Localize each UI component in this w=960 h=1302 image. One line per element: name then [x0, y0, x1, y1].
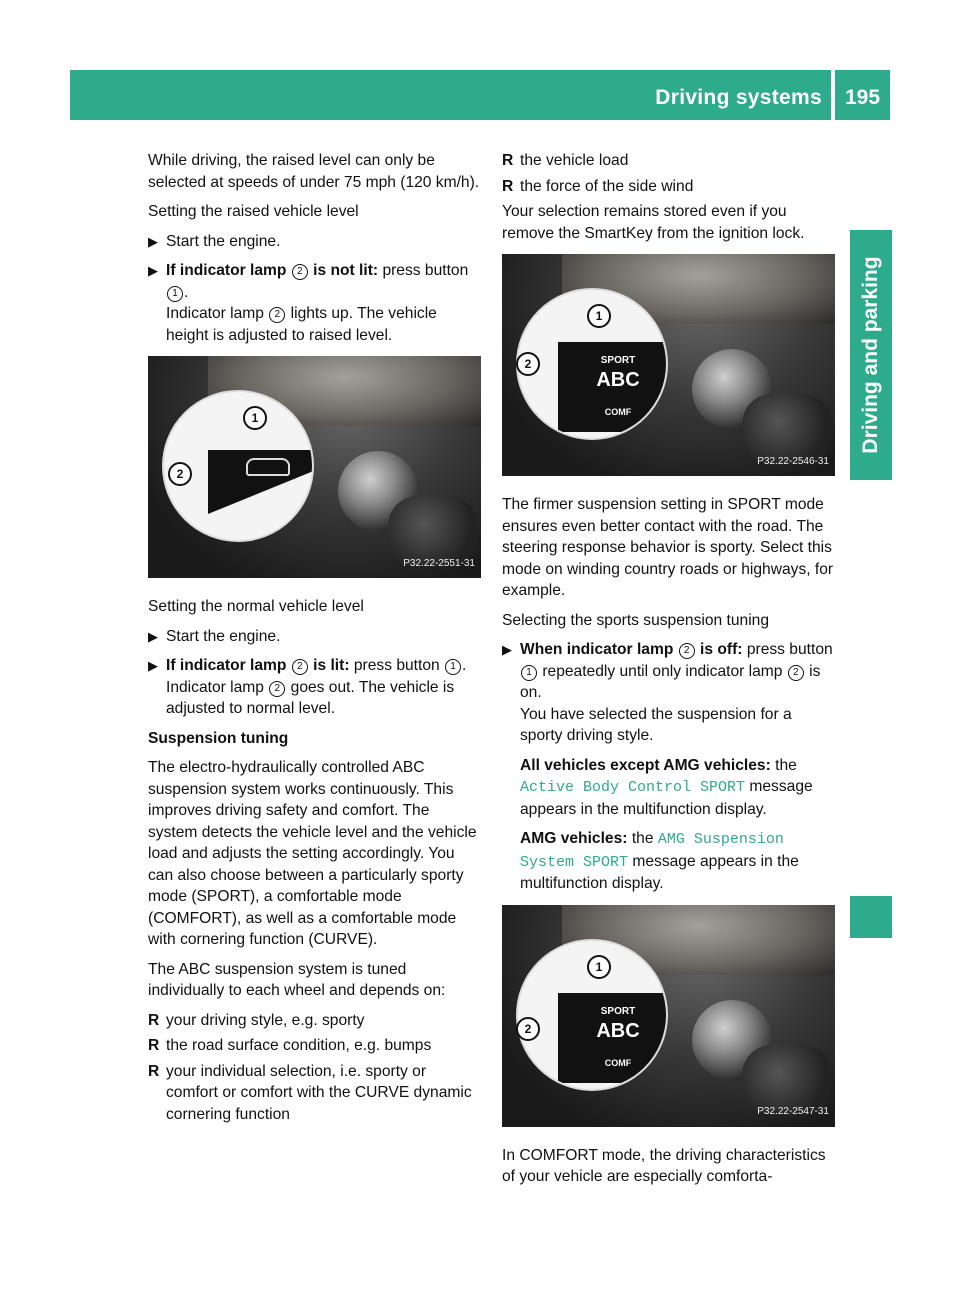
display-panel: SPORT ABC COMF [558, 993, 668, 1083]
callout-1-icon: 1 [445, 659, 461, 675]
callout-2-icon: 2 [516, 352, 540, 376]
callout-2-icon: 2 [269, 307, 285, 323]
intro-paragraph: While driving, the raised level can only be selected at speeds of under 75 mph (120 km/h). [148, 152, 480, 191]
amg-vehicles-note: AMG vehicles: the AMG Suspension System SPORT message appears in the multifunction display. [520, 830, 799, 892]
figure-raised-level [148, 356, 481, 578]
suspension-paragraph: The electro-hydraulically controlled ABC suspension system works continuously. This improves driving safety and comfort. The system detects the vehicle level and the vehicle load and adjusts the setting accordingly. You can also choose between a particularly sporty mode (SPORT), a comfortable mode (COMFORT), as well as a comfortable mode with cornering function (CURVE). [148, 759, 477, 948]
step-arrow-icon: ▶ [148, 658, 158, 673]
list-item: R your driving style, e.g. sporty [148, 1011, 365, 1029]
figure-sport-2547 [502, 905, 835, 1127]
callout-2-icon: 2 [788, 665, 804, 681]
sport-paragraph: The firmer suspension setting in SPORT mode ensures even better contact with the road. The steering response behavior is sporty. Select this mode on winding country roads or highways, for example. [502, 496, 834, 599]
raised-level-title: Setting the raised vehicle level [148, 203, 359, 220]
display-panel: SPORT ABC COMF [558, 342, 668, 432]
callout-1-icon: 1 [521, 665, 537, 681]
raised-step-start: ▶ Start the engine. [148, 231, 481, 253]
callout-2-icon: 2 [168, 462, 192, 486]
figure-sport-2546 [502, 254, 835, 476]
callout-1-icon: 1 [243, 406, 267, 430]
section-title: Driving systems [655, 86, 822, 109]
callout-1-icon: 1 [167, 286, 183, 302]
callout-1-icon: 1 [587, 304, 611, 328]
display-message: AMG Suspension System SPORT [520, 831, 784, 871]
sport-step-press: ▶ When indicator lamp 2 is off: press button 1 repeatedly until only indicator lamp 2 is on. You have selected the suspension for a sporty driving style. [502, 641, 833, 744]
callout-2-icon: 2 [292, 264, 308, 280]
suspension-depends-paragraph: The ABC suspension system is tuned individually to each wheel and depends on: [148, 960, 446, 999]
stored-paragraph: Your selection remains stored even if you remove the SmartKey from the ignition lock. [502, 203, 805, 242]
step-arrow-icon: ▶ [502, 642, 512, 657]
comfort-paragraph: In COMFORT mode, the driving characteristics of your vehicle are especially comforta- [502, 1146, 826, 1185]
chapter-tab-label: Driving and parking [859, 256, 882, 454]
normal-step-press: ▶ If indicator lamp 2 is lit: press button 1 . Indicator lamp 2 goes out. The vehicle is adjusted to normal level. [148, 657, 467, 717]
display-message: Active Body Control SPORT [520, 779, 746, 796]
figure-code: P32.22-2546-31 [757, 455, 829, 467]
left-column [148, 150, 481, 1129]
list-item: R the road surface condition, e.g. bumps [148, 1037, 432, 1054]
list-item: R your individual selection, i.e. sporty or comfort or comfort with the CURVE dynamic cornering function [148, 1062, 472, 1123]
normal-level-title: Setting the normal vehicle level [148, 598, 364, 615]
callout-2-icon: 2 [516, 1017, 540, 1041]
page-number: 195 [844, 86, 881, 109]
list-item: R the vehicle load [502, 152, 629, 169]
suspension-heading: Suspension tuning [148, 729, 289, 747]
right-column [502, 150, 835, 1196]
step-arrow-icon: ▶ [148, 628, 158, 644]
callout-2-icon: 2 [292, 659, 308, 675]
list-item: R the force of the side wind [502, 177, 694, 195]
callout-2-icon: 2 [269, 681, 285, 697]
all-vehicles-note: All vehicles except AMG vehicles: the Active Body Control SPORT message appears in the multifunction display. [520, 756, 813, 818]
figure-code: P32.22-2547-31 [757, 1106, 829, 1117]
chapter-marker [850, 896, 892, 938]
step-arrow-icon: ▶ [148, 233, 158, 249]
step-arrow-icon: ▶ [148, 263, 158, 278]
callout-1-icon: 1 [587, 955, 611, 979]
callout-2-icon: 2 [679, 643, 695, 659]
raised-step-press: ▶ If indicator lamp 2 is not lit: press button 1 . Indicator lamp 2 lights up. The vehicle height is adjusted to raised level. [148, 262, 469, 344]
normal-step-start: ▶ Start the engine. [148, 626, 481, 648]
sport-title: Selecting the sports suspension tuning [502, 611, 769, 629]
figure-code: P32.22-2551-31 [403, 557, 475, 569]
